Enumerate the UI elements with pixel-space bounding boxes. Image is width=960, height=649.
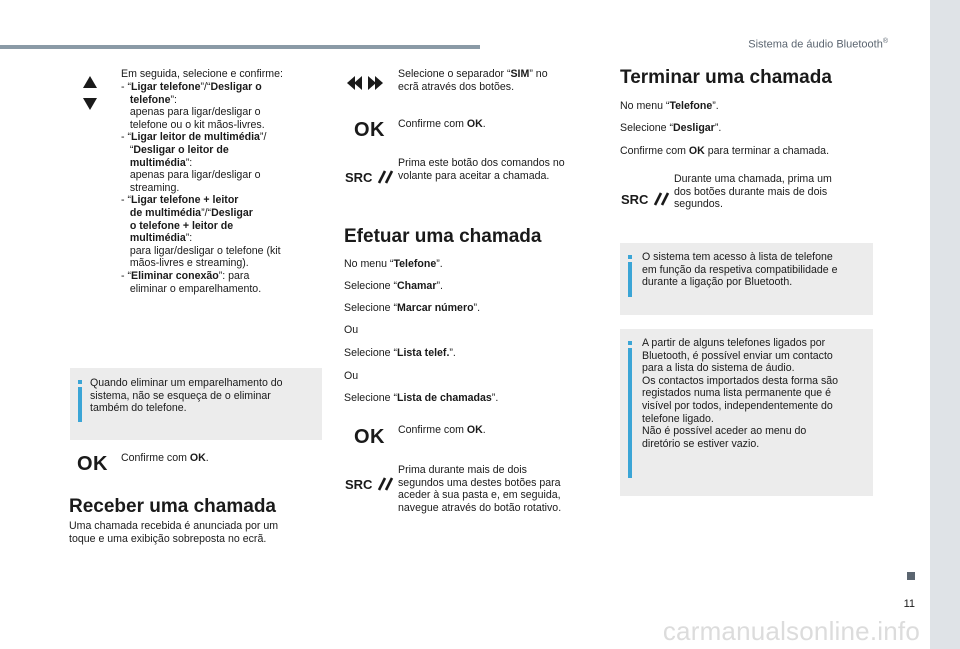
page-side-band [930,0,960,649]
page-marker [907,572,915,580]
text-line: Prima este botão dos comandos no [398,157,565,169]
text-line: - “Ligar leitor de multimédia”/ [121,131,267,144]
note-box-unpair [70,368,322,440]
text-line: Uma chamada recebida é anunciada por um [69,520,279,532]
info-icon [78,380,82,422]
col2-select-lista-telef: Selecione “Lista telef.”. [344,347,456,359]
text-line: multimédia”: [129,232,193,245]
note-box-contacts [620,329,873,496]
text-line: em função da respetiva compatibilidade e [642,263,838,276]
text-line: navegue através do botão rotativo. [398,501,562,514]
text-line: segundos. [674,198,723,211]
ok-button-icon: OK [77,453,108,475]
info-icon [628,341,632,478]
text-line: eliminar o emparelhamento. [121,282,262,295]
text-line: Bluetooth, é possível enviar um contacto [642,349,833,362]
text-line: para a lista do sistema de áudio. [642,362,795,375]
text-line: - “Eliminar conexão”: para [121,269,250,282]
text-line: o telefone + leitor de [129,219,234,232]
text-line: - “Ligar telefone”/“Desligar o [121,81,262,93]
col2-menu-telefone: No menu “Telefone”. [344,258,443,270]
ok-button-icon: OK [354,119,385,141]
text-line: telefone ligado. [642,412,714,425]
text-line: ecrã através dos botões. [398,80,515,93]
text-line: durante a ligação por Bluetooth. [642,276,793,289]
page-number: 11 [903,598,915,610]
text-line: para ligar/desligar o telefone (kit [121,244,281,257]
col2-confirm-text: Confirme com OK. [398,118,486,130]
col1-intro: Em seguida, selecione e confirme: [121,68,283,80]
col2-ou-1: Ou [344,324,359,336]
watermark: carmanualsonline.info [662,616,920,646]
text-line: Durante uma chamada, prima um [674,173,832,185]
chapter-title: Sistema de áudio Bluetooth® [748,38,888,51]
text-line: mãos-livres e streaming). [121,257,249,270]
arrow-up-down-icon [82,76,98,110]
text-line: volante para aceitar a chamada. [398,169,550,182]
text-line: segundos uma destes botões para [398,476,561,489]
text-line: diretório se estiver vazio. [642,437,760,450]
col2-select-sim [398,68,548,93]
text-line: telefone”: [129,93,177,106]
col2-select-chamar: Selecione “Chamar”. [344,280,443,292]
src-phone-button-icon: SRC [345,170,396,185]
text-line: Os contactos importados desta forma são [642,374,839,387]
col2-ou-2: Ou [344,370,359,382]
text-line: apenas para ligar/desligar o [121,106,261,119]
text-line: Prima durante mais de dois [398,464,527,476]
text-line: “Desligar o leitor de [121,143,229,156]
text-line: também do telefone. [90,402,187,415]
text-line: telefone ou o kit mãos-livres. [121,118,265,131]
col3-during-text [674,173,832,211]
header-rule [0,45,480,49]
info-icon [628,255,632,297]
ok-button-icon: OK [354,426,385,448]
col3-confirm-text: Confirme com OK para terminar a chamada. [620,145,830,157]
text-line: visível por todos, independentemente do [642,399,833,412]
text-line: registados numa lista permanente que é [642,387,832,400]
col2-select-marcar: Selecione “Marcar número”. [344,302,481,314]
text-line: apenas para ligar/desligar o [121,169,261,182]
heading-receber-chamada: Receber uma chamada [69,496,276,517]
text-line: Selecione o separador “SIM” no [398,68,548,80]
col2-press-long-text [398,464,561,514]
text-line: streaming. [121,181,180,194]
col3-menu-telefone: No menu “Telefone”. [620,100,719,112]
text-line: toque e uma exibição sobreposta no ecrã. [69,532,267,545]
col2-confirm-text-2: Confirme com OK. [398,424,486,436]
src-phone-button-icon: SRC [345,477,396,492]
text-line: - “Ligar telefone + leitor [121,194,239,207]
col3-select-desligar: Selecione “Desligar”. [620,122,722,134]
text-line: de multimédia”/“Desligar [129,206,253,219]
col1-body-text [69,520,278,545]
text-line: Não é possível aceder ao menu do [642,425,807,438]
text-line: dos botões durante mais de dois [674,185,828,198]
col2-select-lista-chamadas: Selecione “Lista de chamadas”. [344,392,499,404]
col1-option-list [121,81,281,295]
heading-efetuar-chamada: Efetuar uma chamada [344,226,542,247]
col1-confirm-text: Confirme com OK. [121,452,209,464]
seek-arrows-icon [347,76,383,90]
text-line: A partir de alguns telefones ligados por [642,337,826,349]
text-line: Quando eliminar um emparelhamento do [90,377,283,389]
note-box-compat [620,243,873,315]
text-line: O sistema tem acesso à lista de telefone [642,251,833,263]
col2-press-text [398,157,565,182]
heading-terminar-chamada: Terminar uma chamada [620,67,832,88]
text-line: sistema, não se esqueça de o eliminar [90,389,271,402]
src-phone-button-icon: SRC [621,192,672,207]
text-line: multimédia”: [129,156,193,169]
text-line: aceder à sua pasta e, em seguida, [398,489,561,502]
